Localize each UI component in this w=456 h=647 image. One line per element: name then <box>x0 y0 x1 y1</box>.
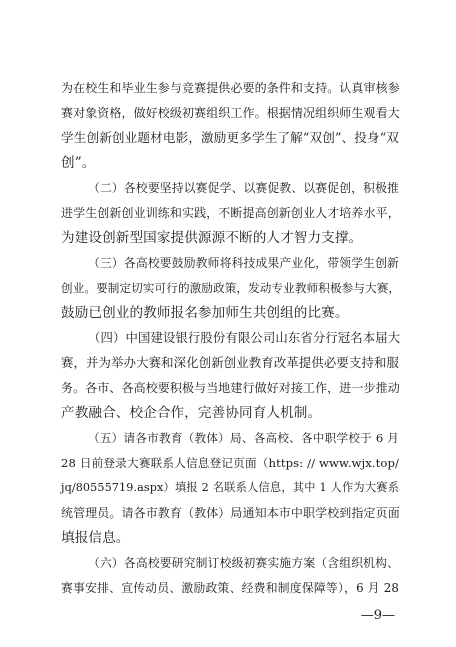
text-line-9: 创业。要制定切实可行的激励政策，发动专业教师积极参与大赛， <box>61 281 401 295</box>
text-line-14: 产教融合、校企合作，完善协同育人机制。 <box>61 405 322 421</box>
text-line-19: 填报信息。 <box>61 530 130 546</box>
text-line-15: （五）请各市教育（教体）局、各高校、各中职学校于 6 月 <box>88 431 399 445</box>
text-line-20: （六）各高校要研究制订校级初赛实施方案（含组织机构、 <box>88 556 399 570</box>
text-line-18: 统管理员。请各市教育（教体）局通知本市中职学校到指定页面 <box>61 506 400 520</box>
text-line-7: 为建设创新型国家提供源源不断的人才智力支撑。 <box>61 230 363 246</box>
text-line-21: 赛事安排、宣传动员、激励政策、经费和制度保障等），6 月 28 <box>61 581 399 595</box>
text-line-6: 进学生创新创业训练和实践，不断提高创新创业人才培养水平， <box>61 206 400 220</box>
text-line-12: 赛，并为举办大赛和深化创新创业教育改革提供必要支持和服 <box>61 355 399 370</box>
text-line-2: 赛对象资格，做好校级初赛组织工作。根据情况组织师生观看大 <box>61 106 400 120</box>
text-line-3: 学生创新创业题材电影，激励更多学生了解“双创”、投身“双 <box>61 130 399 145</box>
text-line-1: 为在校生和毕业生参与竞赛提供必要的条件和支持。认真审核参 <box>61 81 400 95</box>
text-line-16: 28 日前登录大赛联系人信息登记页面（https: // www.wjx.top/ <box>61 456 399 470</box>
text-line-13: 务。各市、各高校要积极与当地建行做好对接工作，进一步推动 <box>61 381 400 395</box>
text-line-11: （四）中国建设银行股份有限公司山东省分行冠名本届大 <box>88 330 401 345</box>
text-line-4: 创”。 <box>61 155 96 171</box>
text-line-10: 鼓励已创业的教师报名参加师生共创组的比赛。 <box>61 305 349 321</box>
page-number: —9— <box>360 608 395 623</box>
text-line-8: （三）各高校要鼓励教师将科技成果产业化，带领学生创新 <box>88 256 399 270</box>
text-line-17: jq/80555719.aspx）填报 2 名联系人信息，其中 1 人作为大赛系 <box>61 481 399 494</box>
text-line-5: （二）各校要坚持以赛促学、以赛促教、以赛促创，积极推 <box>88 181 399 195</box>
